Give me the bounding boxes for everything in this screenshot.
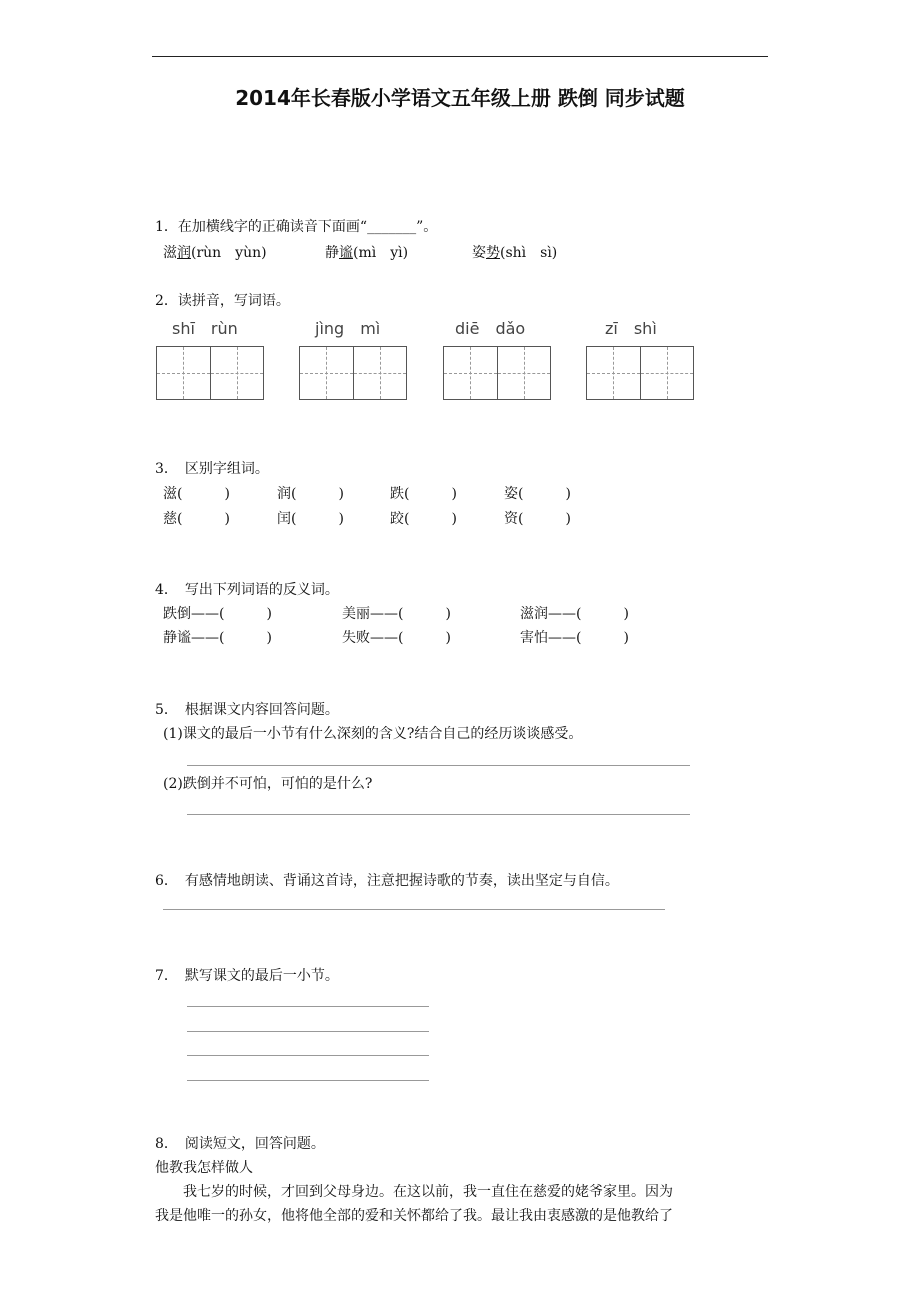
q6-prompt: 6． 有感情地朗读、背诵这首诗，注意把握诗歌的节奏，读出坚定与自信。	[155, 873, 619, 889]
q5-sub1: (1)课文的最后一小节有什么深刻的含义?结合自己的经历谈谈感受。	[163, 726, 583, 742]
answer-line[interactable]	[163, 909, 665, 910]
q3-item: 滋( )	[163, 486, 230, 502]
q8-prompt: 8． 阅读短文，回答问题。	[155, 1136, 325, 1152]
answer-line[interactable]	[187, 814, 690, 815]
q3-item: 跌( )	[390, 486, 457, 502]
story-title: 他教我怎样做人	[155, 1160, 253, 1176]
answer-grid[interactable]	[299, 346, 407, 400]
q5-sub2: (2)跌倒并不可怕，可怕的是什么?	[163, 776, 373, 792]
q3-item: 姿( )	[504, 486, 571, 502]
q3-item: 资( )	[504, 511, 571, 527]
page-title: 2014年长春版小学语文五年级上册 跌倒 同步试题	[235, 86, 685, 110]
q4-item: 滋润——( )	[520, 606, 629, 622]
q1-item-2: 静谧(mì yì)	[325, 245, 409, 261]
answer-line[interactable]	[187, 1031, 429, 1032]
q1-item-3: 姿势(shì sì)	[472, 245, 558, 261]
q4-item: 失败——( )	[342, 630, 451, 646]
q2-pinyin-4: zī shì	[605, 319, 657, 338]
q2-pinyin-1: shī rùn	[172, 319, 238, 338]
q3-item: 闰( )	[277, 511, 344, 527]
q7-prompt: 7． 默写课文的最后一小节。	[155, 968, 339, 984]
answer-grid[interactable]	[586, 346, 694, 400]
answer-line[interactable]	[187, 765, 690, 766]
q4-item: 害怕——( )	[520, 630, 629, 646]
header-rule	[152, 56, 768, 57]
answer-line[interactable]	[187, 1006, 429, 1007]
q4-item: 美丽——( )	[342, 606, 451, 622]
q4-prompt: 4． 写出下列词语的反义词。	[155, 582, 339, 598]
q4-item: 静谧——( )	[163, 630, 272, 646]
answer-line[interactable]	[187, 1055, 429, 1056]
q2-pinyin-3: diē dǎo	[455, 319, 526, 338]
q2-pinyin-2: jìng mì	[315, 319, 381, 338]
q1-item-1: 滋润(rùn yùn)	[163, 245, 267, 261]
answer-line[interactable]	[187, 1080, 429, 1081]
q3-prompt: 3． 区别字组词。	[155, 461, 269, 477]
q3-item: 润( )	[277, 486, 344, 502]
story-line: 我是他唯一的孙女，他将他全部的爱和关怀都给了我。最让我由衷感激的是他教给了	[155, 1208, 673, 1224]
answer-grid[interactable]	[443, 346, 551, 400]
answer-grid[interactable]	[156, 346, 264, 400]
q3-item: 慈( )	[163, 511, 230, 527]
q2-prompt: 2．读拼音，写词语。	[155, 293, 290, 309]
q3-item: 跤( )	[390, 511, 457, 527]
q5-prompt: 5． 根据课文内容回答问题。	[155, 702, 339, 718]
story-line: 我七岁的时候，才回到父母身边。在这以前，我一直住在慈爱的姥爷家里。因为	[155, 1184, 673, 1200]
q4-item: 跌倒——( )	[163, 606, 272, 622]
q1-prompt: 1．在加横线字的正确读音下面画“_______”。	[155, 219, 438, 235]
